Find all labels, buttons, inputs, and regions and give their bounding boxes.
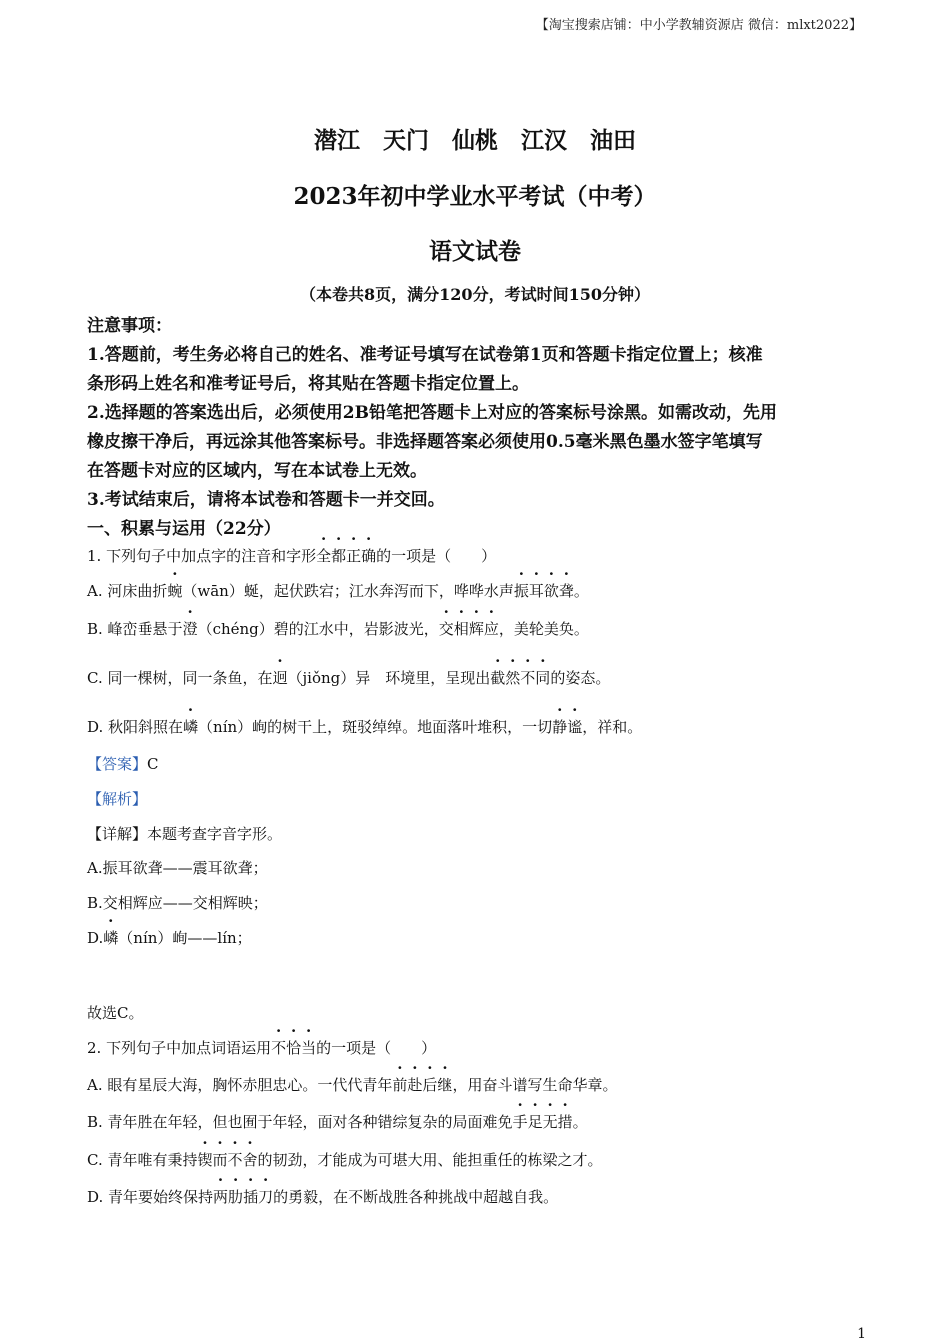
dotted-char: 辉: [468, 620, 484, 638]
q1-answer: [87, 753, 159, 774]
option-text: ，祥和。: [582, 718, 643, 736]
option-text: （wān）蜒，起伏跌宕；江水奔泻而下，哗哗水声: [182, 582, 514, 600]
detail-text: 【详解】本题考查字音字形。: [87, 825, 283, 843]
dotted-char: 两: [213, 1188, 229, 1206]
dotted-char: 锲: [197, 1151, 213, 1169]
q2-option-b: [87, 1111, 588, 1132]
dotted-char: 全: [316, 547, 332, 565]
dotted-char: 静: [552, 718, 568, 736]
dotted-char: 嶙: [183, 718, 199, 736]
notice-line: 在答题卡对应的区域内，写在本试卷上无效。: [87, 461, 427, 481]
dotted-char: 应: [483, 620, 499, 638]
option-text: D. 秋阳斜照在: [87, 718, 184, 736]
q1-option-d: [87, 716, 642, 737]
conclusion: 故选C。: [87, 1004, 144, 1022]
option-text: ，美轮美奂。: [498, 620, 589, 638]
option-text: B. 青年胜在年轻，但也囿于年轻，面对各种错综复杂的局面难免: [87, 1113, 513, 1131]
notice-line: 条形码上姓名和准考证号后，将其贴在答题卡指定位置上。: [87, 374, 529, 394]
q1-option-c: [87, 667, 610, 688]
option-text: （nín）峋的树干上，斑驳绰绰。地面落叶堆积，一切: [198, 718, 553, 736]
dotted-char: 谧: [567, 718, 583, 736]
notice-line: 橡皮擦干净后，再远涂其他答案标号。非选择题答案必须使用0.5毫米黑色墨水签字笔填写: [87, 432, 763, 452]
dotted-char: 蜿: [167, 582, 183, 600]
q2-option-d: [87, 1186, 558, 1207]
dotted-char: 不: [227, 1151, 243, 1169]
q1-option-a: [87, 580, 589, 601]
option-text: A. 眼有星辰大海，胸怀赤胆忠心。一代代青年: [87, 1076, 393, 1094]
dotted-char: 然: [505, 669, 521, 687]
dotted-char: 欲: [543, 582, 559, 600]
option-text: A. 河床曲折: [87, 582, 168, 600]
dotted-char: 肋: [228, 1188, 244, 1206]
dotted-char: 不: [520, 669, 536, 687]
header-note: 【淘宝搜索店铺：中小学教辅资源店 微信：mlxt2022】: [535, 18, 862, 33]
option-text: 的姿态。: [550, 669, 611, 687]
page-number: 1: [857, 1326, 866, 1342]
answer-tag: 【答案】: [87, 755, 148, 773]
dotted-char: 相: [453, 620, 469, 638]
dotted-char: 措: [557, 1113, 573, 1131]
dotted-char: 手: [512, 1113, 528, 1131]
dotted-char: 前: [392, 1076, 408, 1094]
q2-option-c: [87, 1149, 603, 1170]
notice-line: 2.选择题的答案选出后，必须使用2B铅笔把答题卡上对应的答案标号涂黑。如需改动，先用: [87, 403, 777, 423]
notice-line: 3.考试结束后，请将本试卷和答题卡一并交回。: [87, 490, 445, 510]
fix-text: （nín）峋——lín；: [118, 929, 252, 947]
option-text: （chéng）碧的江水中，岩影波光，: [197, 620, 439, 638]
title-exam: 2023年初中学业水平考试（中考）: [293, 183, 657, 210]
dotted-char: 后: [422, 1076, 438, 1094]
q1-option-b: [87, 618, 589, 639]
option-text: 。: [573, 582, 589, 600]
stem-text: 的一项是（ ）: [316, 1039, 437, 1057]
option-text: 。: [572, 1113, 588, 1131]
stem-text: 1. 下列句子中加点字的注音和字形: [87, 547, 317, 565]
dotted-char: 当: [301, 1039, 317, 1057]
option-text: 的勇毅，在不断战胜各种挑战中超越自我。: [273, 1188, 559, 1206]
dotted-char: 正: [346, 547, 362, 565]
analysis-tag: 【解析】: [87, 790, 148, 808]
dotted-char: 振: [513, 582, 529, 600]
answer-value: C: [147, 755, 159, 773]
dotted-char: 同: [535, 669, 551, 687]
dotted-char: 不: [271, 1039, 287, 1057]
option-text: （jiǒng）异 环境里，呈现出: [287, 669, 491, 687]
dotted-char: 足: [527, 1113, 543, 1131]
stem-text: 的一项是（ ）: [376, 547, 497, 565]
title-regions: 潜江 天门 仙桃 江汉 油田: [314, 127, 636, 154]
option-text: C. 同一棵树，同一条鱼，在: [87, 669, 273, 687]
dotted-char: 赴: [407, 1076, 423, 1094]
option-text: ，用奋斗谱写生命华章。: [452, 1076, 618, 1094]
dotted-char: 交: [438, 620, 454, 638]
fix-b: B.交相辉应——交相辉映；: [87, 894, 268, 912]
dotted-char: 迥: [272, 669, 288, 687]
option-text: 的韧劲，才能成为可堪大用、能担重任的栋梁之才。: [257, 1151, 603, 1169]
dotted-char: 截: [490, 669, 506, 687]
dotted-char: 都: [331, 547, 347, 565]
fix-a: A.振耳欲聋——震耳欲聋；: [87, 859, 268, 877]
fix-d: [87, 927, 252, 948]
dotted-char: 舍: [242, 1151, 258, 1169]
dotted-char: 澄: [182, 620, 198, 638]
dotted-char: 继: [437, 1076, 453, 1094]
title-subject: 语文试卷: [429, 238, 521, 265]
dotted-char: 而: [212, 1151, 228, 1169]
section-heading: 一、积累与运用（22分）: [87, 519, 281, 539]
option-text: B. 峰峦垂悬于: [87, 620, 183, 638]
dotted-char: 插: [243, 1188, 259, 1206]
q2-option-a: [87, 1074, 617, 1095]
notice-line: 1.答题前，考生务必将自己的姓名、准考证号填写在试卷第1页和答题卡指定位置上；核准: [87, 345, 763, 365]
option-text: D. 青年要始终保持: [87, 1188, 214, 1206]
dotted-char: 恰: [286, 1039, 302, 1057]
fix-text: D.: [87, 929, 104, 947]
q2-stem: [87, 1037, 436, 1058]
dotted-char: 耳: [528, 582, 544, 600]
dotted-char: 刀: [258, 1188, 274, 1206]
dotted-char: 无: [542, 1113, 558, 1131]
stem-text: 2. 下列句子中加点词语运用: [87, 1039, 272, 1057]
option-text: C. 青年唯有秉持: [87, 1151, 198, 1169]
dotted-char: 聋: [558, 582, 574, 600]
dotted-char: 确: [361, 547, 377, 565]
title-info: （本卷共8页，满分120分，考试时间150分钟）: [300, 285, 650, 304]
q1-stem: [87, 545, 496, 566]
notice-heading: 注意事项：: [87, 316, 172, 336]
dotted-char: 嶙: [103, 929, 119, 947]
